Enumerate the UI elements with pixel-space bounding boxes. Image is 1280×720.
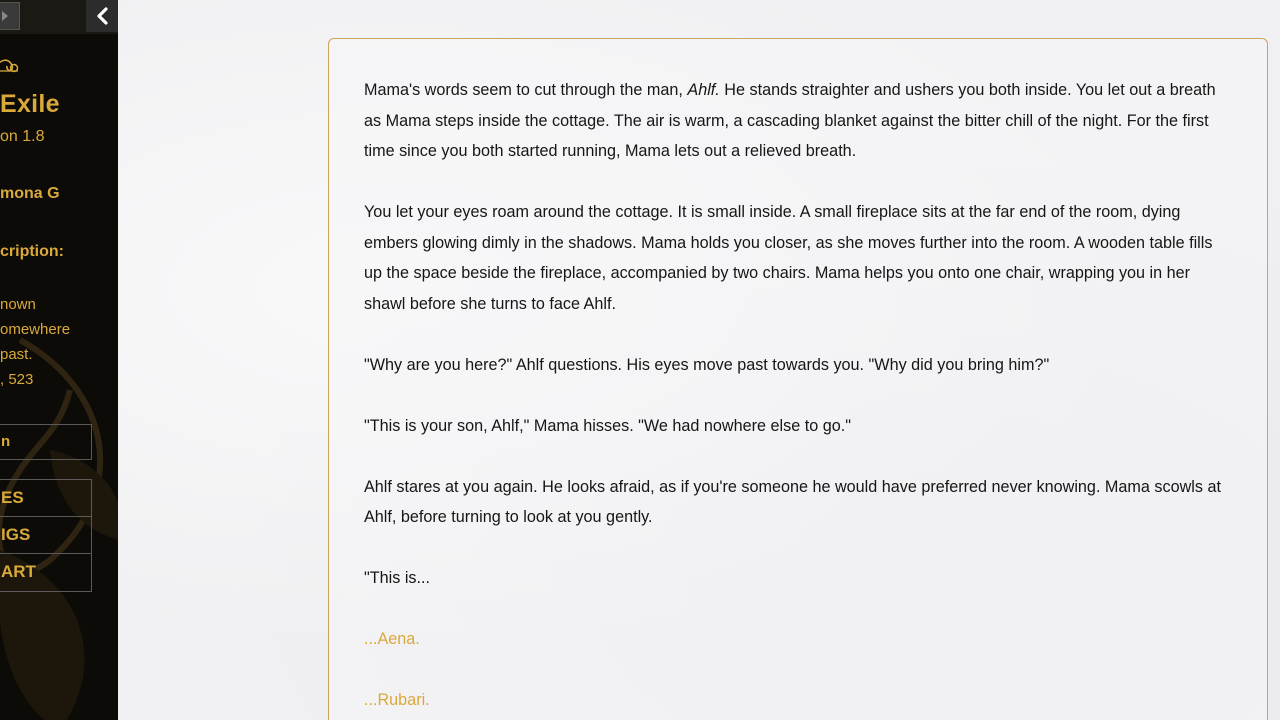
description-text (0, 292, 70, 392)
choice-link-rubari[interactable]: ...Rubari. (364, 691, 430, 709)
description-line: past. (0, 346, 33, 363)
menu-item-restart[interactable]: ART (1, 562, 36, 581)
sidebar (0, 0, 118, 720)
paragraph: "This is... (364, 569, 431, 587)
sidebar-name-box[interactable]: n (0, 424, 92, 460)
paragraph: Ahlf stares at you again. He looks afraid, as if you're someone he would have preferred never knowing. Mama scowls at Ahlf, before turning to look at you gently. (364, 477, 1221, 526)
menu-item-settings[interactable]: IGS (0, 517, 91, 554)
paragraph: You let your eyes roam around the cottage. It is small inside. A small fireplace sits at the far end of the room, dying embers glowing dimly in the shadows. Mama holds you closer, as she moves further into the room. A wooden table fills up the space beside the fireplace, accompanied by two chairs. Mama helps you onto one chair, wrapping you in her shawl before she turns to face Ahlf. (364, 203, 1213, 313)
sidebar-collapse-button[interactable] (86, 0, 118, 32)
choice-link-aena[interactable]: ...Aena. (364, 630, 420, 648)
paragraph (364, 75, 1234, 167)
choice-paragraph (364, 685, 1234, 716)
emphasized-name: Ahlf. (687, 81, 720, 99)
description-line: , 523 (0, 371, 34, 388)
story-passage (328, 38, 1268, 720)
description-line: nown (0, 296, 36, 313)
paragraph: "Why are you here?" Ahlf questions. His eyes move past towards you. "Why did you bring him?" (364, 355, 1050, 374)
paragraph-text: He stands straighter and ushers you both inside. You let out a breath as Mama steps inside the cottage. The air is warm, a cascading blanket against the bitter chill of the night. For the first time since you both started running, Mama lets out a relieved breath. (364, 81, 1216, 160)
choice-paragraph (364, 624, 1234, 655)
story-author: mona G (0, 185, 60, 202)
passage-text (364, 75, 1234, 720)
description-heading: cription: (0, 243, 64, 260)
arrow-icon (0, 10, 10, 22)
description-line: omewhere (0, 321, 71, 338)
story-version: on 1.8 (0, 128, 45, 145)
paragraph: "This is your son, Ahlf," Mama hisses. "We had nowhere else to go." (364, 416, 851, 435)
ornament-logo-icon (0, 54, 20, 74)
undo-button[interactable] (0, 2, 20, 30)
paragraph-text: Mama's words seem to cut through the man, (364, 81, 688, 99)
sidebar-menu (0, 479, 92, 592)
menu-item-saves[interactable]: ES (0, 480, 91, 517)
story-title: Exile (0, 90, 60, 118)
chevron-left-icon (95, 7, 109, 25)
